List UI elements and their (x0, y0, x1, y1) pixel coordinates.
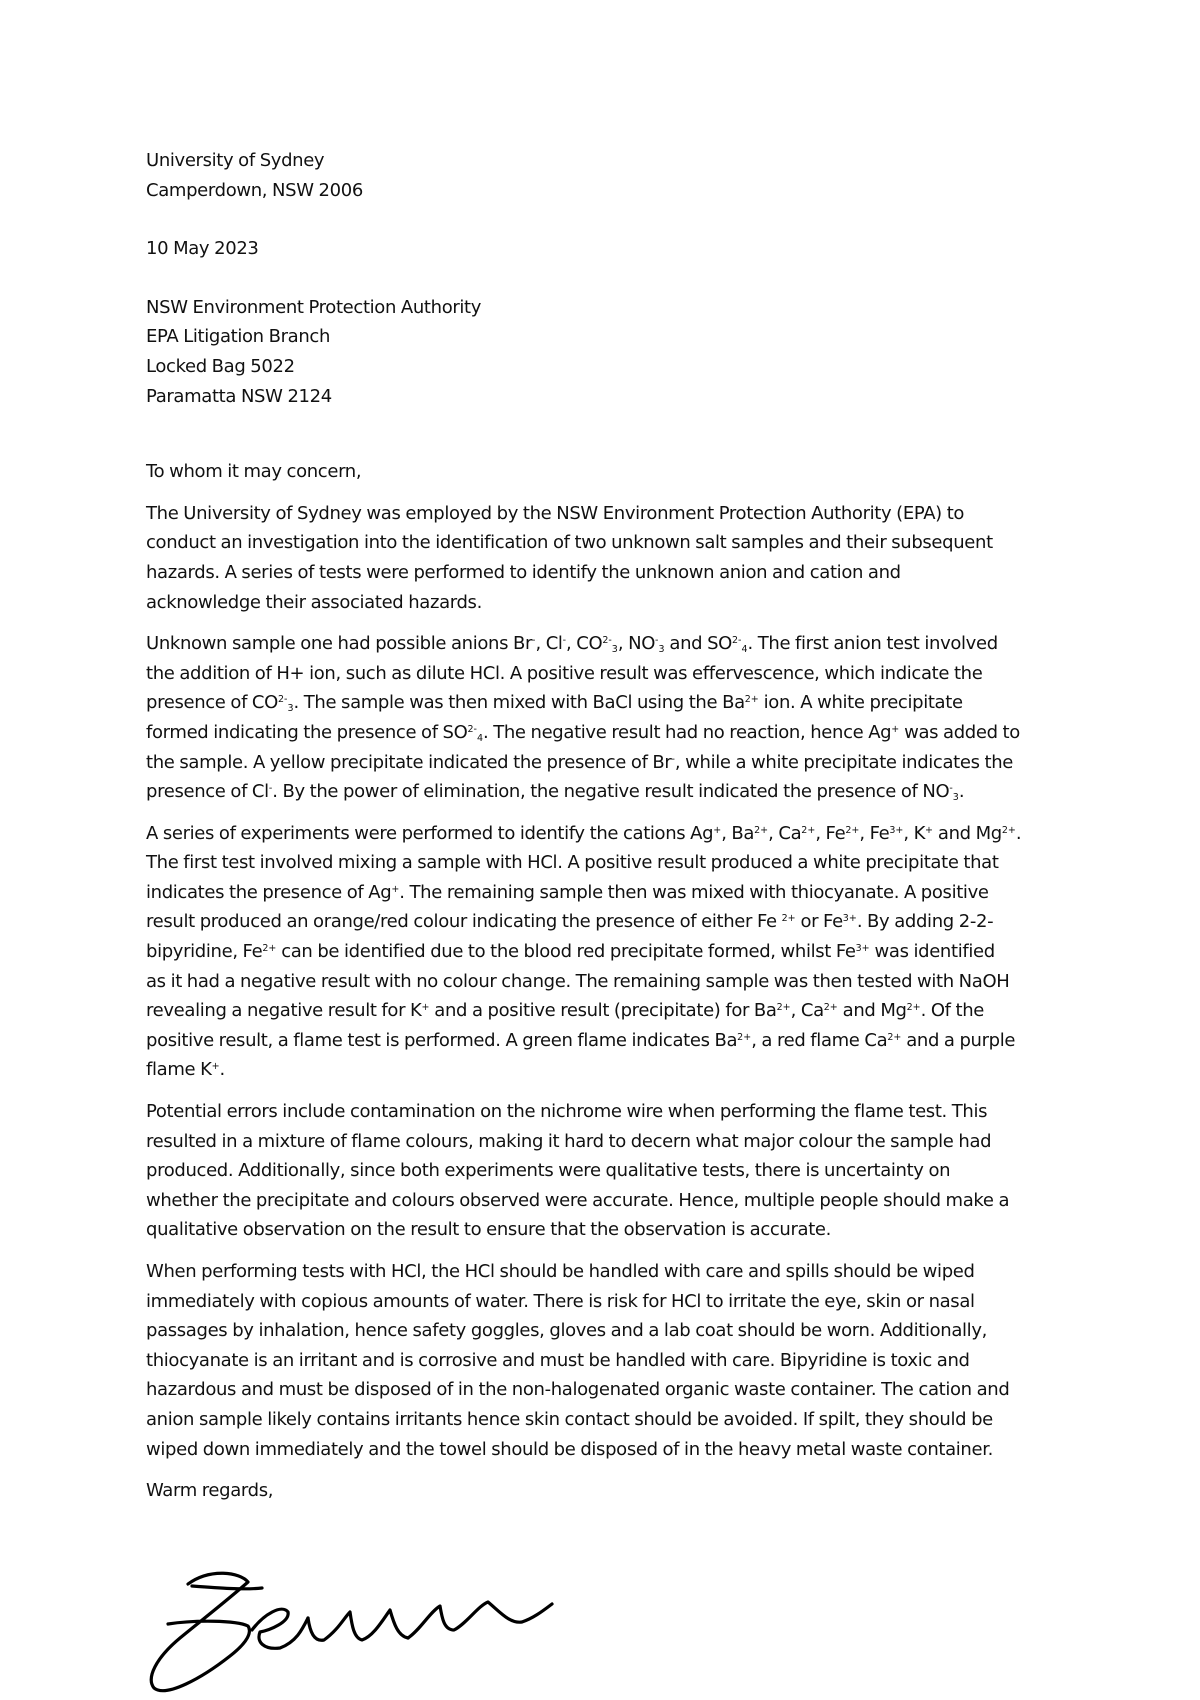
paragraph-line: A series of experiments were performed to identify the cations Ag+, $Ba^{2+}$, $Ca^{2+}$, $Fe^{2+}$, $Fe^{3+}$, K+ and $Mg^{2+}$. (146, 822, 1022, 844)
recipient-line: NSW Environment Protection Authority (146, 296, 482, 318)
paragraph-line: Unknown sample one had possible anions Br-, Cl-, $CO^{2-}_3$, $NO^-_3$ and $SO^{2-}_4$. The first anion test involved (146, 633, 998, 656)
signature-stroke (151, 1573, 249, 1690)
paragraph-line: anion sample likely contains irritants hence skin contact should be avoided. If spilt, they should be (146, 1408, 993, 1430)
paragraph-line: The first test involved mixing a sample with HCl. A positive result produced a white precipitate that (146, 852, 999, 874)
paragraph-cation-tests (146, 819, 1066, 1085)
paragraph-line: bipyridine, $Fe^{2+}$ can be identified due to the blood red precipitate formed, whilst $Fe^{3+}$ was identified (146, 941, 995, 963)
sender-address (146, 146, 1066, 205)
paragraph-line: produced. Additionally, since both experiments were qualitative tests, there is uncertainty on (146, 1160, 951, 1182)
paragraph-line: thiocyanate is an irritant and is corrosive and must be handled with care. Bipyridine is toxic and (146, 1349, 970, 1371)
sender-line: University of Sydney (146, 150, 325, 171)
paragraph-anion-tests (146, 629, 1066, 807)
paragraph-line: presence of $CO^{2-}_3$. The sample was then mixed with BaCl using the $Ba^{2+}$ ion. A white precipitate (146, 692, 963, 715)
paragraph-line: as it had a negative result with no colour change. The remaining sample was then tested with NaOH (146, 970, 1010, 992)
recipient-address (146, 293, 1066, 411)
sender-line: Camperdown, NSW 2006 (146, 179, 363, 201)
closing: Warm regards, (146, 1480, 274, 1502)
paragraph-line: the addition of H+ ion, such as dilute HCl. A positive result was effervescence, which indicate the (146, 662, 983, 684)
paragraph-line: passages by inhalation, hence safety goggles, gloves and a lab coat should be worn. Additionally, (146, 1320, 987, 1342)
paragraph-line: result produced an orange/red colour indicating the presence of either Fe $^{2+}$ or $Fe^{3+}$. By adding 2-2- (146, 911, 994, 933)
signature-stroke (408, 1602, 552, 1638)
paragraph-line: When performing tests with HCl, the HCl should be handled with care and spills should be wiped (146, 1261, 975, 1282)
paragraph-line: formed indicating the presence of $SO^{2-}_4$. The negative result had no reaction, hence Ag+ was added to (146, 721, 1020, 744)
signature-stroke (308, 1610, 408, 1640)
paragraph-line: hazardous and must be disposed of in the non-halogenated organic waste container. The cation and (146, 1379, 1010, 1401)
paragraph-safety (146, 1257, 1066, 1464)
paragraph-line: positive result, a flame test is performed. A green flame indicates $Ba^{2+}$, a red flame $Ca^{2+}$ and a purple (146, 1029, 1016, 1051)
handwritten-signature (140, 1560, 580, 1700)
paragraph-line: the sample. A yellow precipitate indicated the presence of Br-, while a white precipitate indicates the (146, 751, 1013, 773)
letter-date: 10 May 2023 (146, 238, 259, 260)
signature-strokes (151, 1573, 552, 1690)
paragraph-introduction (146, 499, 1066, 617)
letter-content (146, 146, 1066, 1506)
signature-stroke (192, 1586, 262, 1589)
paragraph-line: The University of Sydney was employed by the NSW Environment Protection Authority (EPA) to (146, 502, 965, 524)
paragraph-line: revealing a negative result for K+ and a positive result (precipitate) for $Ba^{2+}$, $Ca^{2+}$ and $Mg^{2+}$. Of the (146, 1000, 985, 1022)
paragraph-line: flame K+. (146, 1059, 225, 1081)
paragraph-line: Potential errors include contamination on the nichrome wire when performing the flame test. This (146, 1101, 988, 1123)
recipient-line: EPA Litigation Branch (146, 326, 330, 348)
salutation: To whom it may concern, (146, 461, 362, 483)
paragraph-line: qualitative observation on the result to ensure that the observation is accurate. (146, 1219, 832, 1241)
paragraph-line: acknowledge their associated hazards. (146, 591, 482, 613)
recipient-line: Locked Bag 5022 (146, 355, 295, 377)
signature-stroke (252, 1609, 308, 1648)
recipient-line: Paramatta NSW 2124 (146, 385, 332, 407)
paragraph-line: indicates the presence of Ag+. The remaining sample then was mixed with thiocyanate. A positive (146, 881, 989, 903)
paragraph-line: hazards. A series of tests were performed to identify the unknown anion and cation and (146, 561, 901, 583)
paragraph-line: conduct an investigation into the identification of two unknown salt samples and their subsequent (146, 532, 993, 554)
paragraph-line: wiped down immediately and the towel should be disposed of in the heavy metal waste container. (146, 1438, 993, 1460)
paragraph-line: immediately with copious amounts of water. There is risk for HCl to irritate the eye, skin or nasal (146, 1290, 975, 1312)
paragraph-line: whether the precipitate and colours observed were accurate. Hence, multiple people should make a (146, 1189, 1010, 1211)
paragraph-potential-errors (146, 1097, 1066, 1245)
paragraph-line: resulted in a mixture of flame colours, making it hard to decern what major colour the sample had (146, 1130, 992, 1152)
paragraph-line: presence of Cl-. By the power of elimination, the negative result indicated the presence of $NO^-_3$. (146, 781, 965, 804)
